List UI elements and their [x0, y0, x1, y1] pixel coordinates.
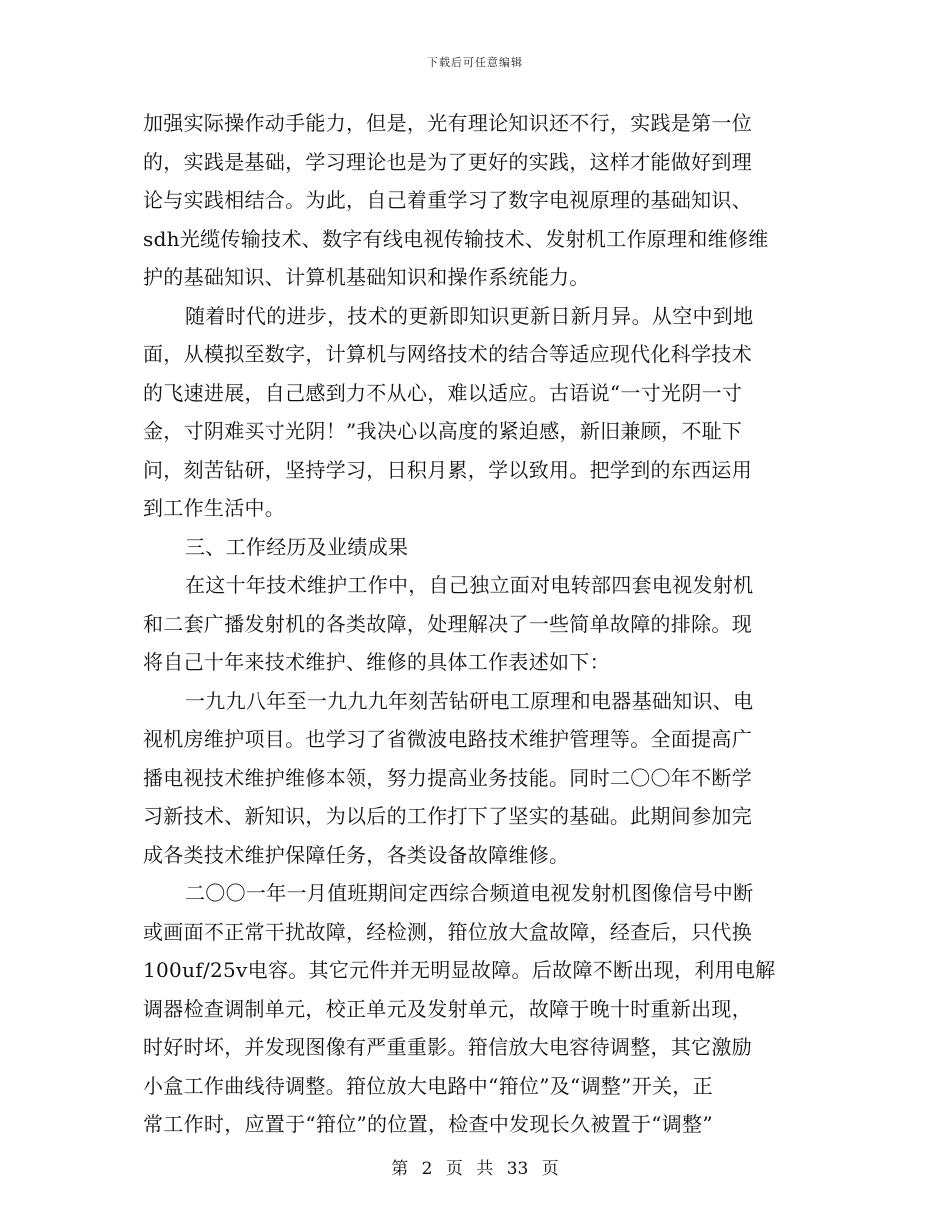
text-line: 一九九八年至一九九九年刻苦钻研电工原理和电器基础知识、电 — [185, 688, 754, 713]
text-line: 的，实践是基础，学习理论也是为了更好的实践，这样才能做好到理 — [143, 149, 752, 174]
text-line: 到工作生活中。 — [143, 496, 286, 520]
text-line: 论与实践相结合。为此，自己着重学习了数字电视原理的基础知识、 — [143, 188, 752, 212]
text-line: 在这十年技术维护工作中，自己独立面对电转部四套电视发射机 — [185, 573, 754, 597]
text-line: 时好时坏，并发现图像有严重重影。箝信放大电容待调整，其它激励 — [143, 1035, 752, 1059]
document-body — [143, 104, 809, 1144]
text-line: 和二套广播发射机的各类故障，处理解决了一些简单故障的排除。现 — [143, 611, 752, 636]
text-line: 面，从模拟至数字，计算机与网络技术的结合等适应现代化科学技术 — [143, 342, 752, 366]
text-line: 小盒工作曲线待调整。箝位放大电路中“箝位”及“调整”开关，正 — [143, 1073, 713, 1098]
page-number: 第 2 页 共 33 页 — [391, 1159, 559, 1179]
text-line: 视机房维护项目。也学习了省微波电路技术维护管理等。全面提高广 — [143, 727, 752, 751]
text-line: 或画面不正常干扰故障，经检测，箝位放大盒故障，经查后，只代换 — [143, 919, 752, 944]
text-line: 二〇〇一年一月值班期间定西综合频道电视发射机图像信号中断 — [185, 881, 754, 905]
text-line: sdh光缆传输技术、数字有线电视传输技术、发射机工作原理和维修维 — [143, 226, 769, 251]
text-line: 护的基础知识、计算机基础知识和操作系统能力。 — [143, 265, 590, 289]
text-line: 问，刻苦钻研，坚持学习，日积月累，学以致用。把学到的东西运用 — [143, 457, 752, 482]
text-line: 的飞速进展，自己感到力不从心，难以适应。古语说“一寸光阴一寸 — [143, 380, 743, 405]
page-header: 下载后可任意编辑 — [427, 56, 523, 69]
text-line: 100uf/25v电容。其它元件并无明显故障。后故障不断出现，利用电解 — [143, 958, 776, 982]
text-line: 金，寸阴难买寸光阴！”我决心以高度的紧迫感，新旧兼顾，不耻下 — [143, 419, 743, 443]
text-line: 习新技术、新知识，为以后的工作打下了坚实的基础。此期间参加完 — [143, 804, 752, 828]
text-line: 播电视技术维护维修本领，努力提高业务技能。同时二〇〇年不断学 — [143, 765, 752, 790]
text-line: 成各类技术维护保障任务，各类设备故障维修。 — [143, 842, 570, 867]
text-line: 加强实际操作动手能力，但是，光有理论知识还不行，实践是第一位 — [143, 111, 752, 135]
text-line: 三、工作经历及业绩成果 — [185, 534, 409, 559]
text-line: 调器检查调制单元，校正单元及发射单元，故障于晚十时重新出现， — [143, 996, 752, 1021]
text-line: 常工作时，应置于“箝位”的位置，检查中发现长久被置于“调整” — [143, 1112, 713, 1136]
text-line: 将自己十年来技术维护、维修的具体工作表述如下： — [143, 650, 610, 674]
text-line: 随着时代的进步，技术的更新即知识更新日新月异。从空中到地 — [185, 303, 754, 328]
